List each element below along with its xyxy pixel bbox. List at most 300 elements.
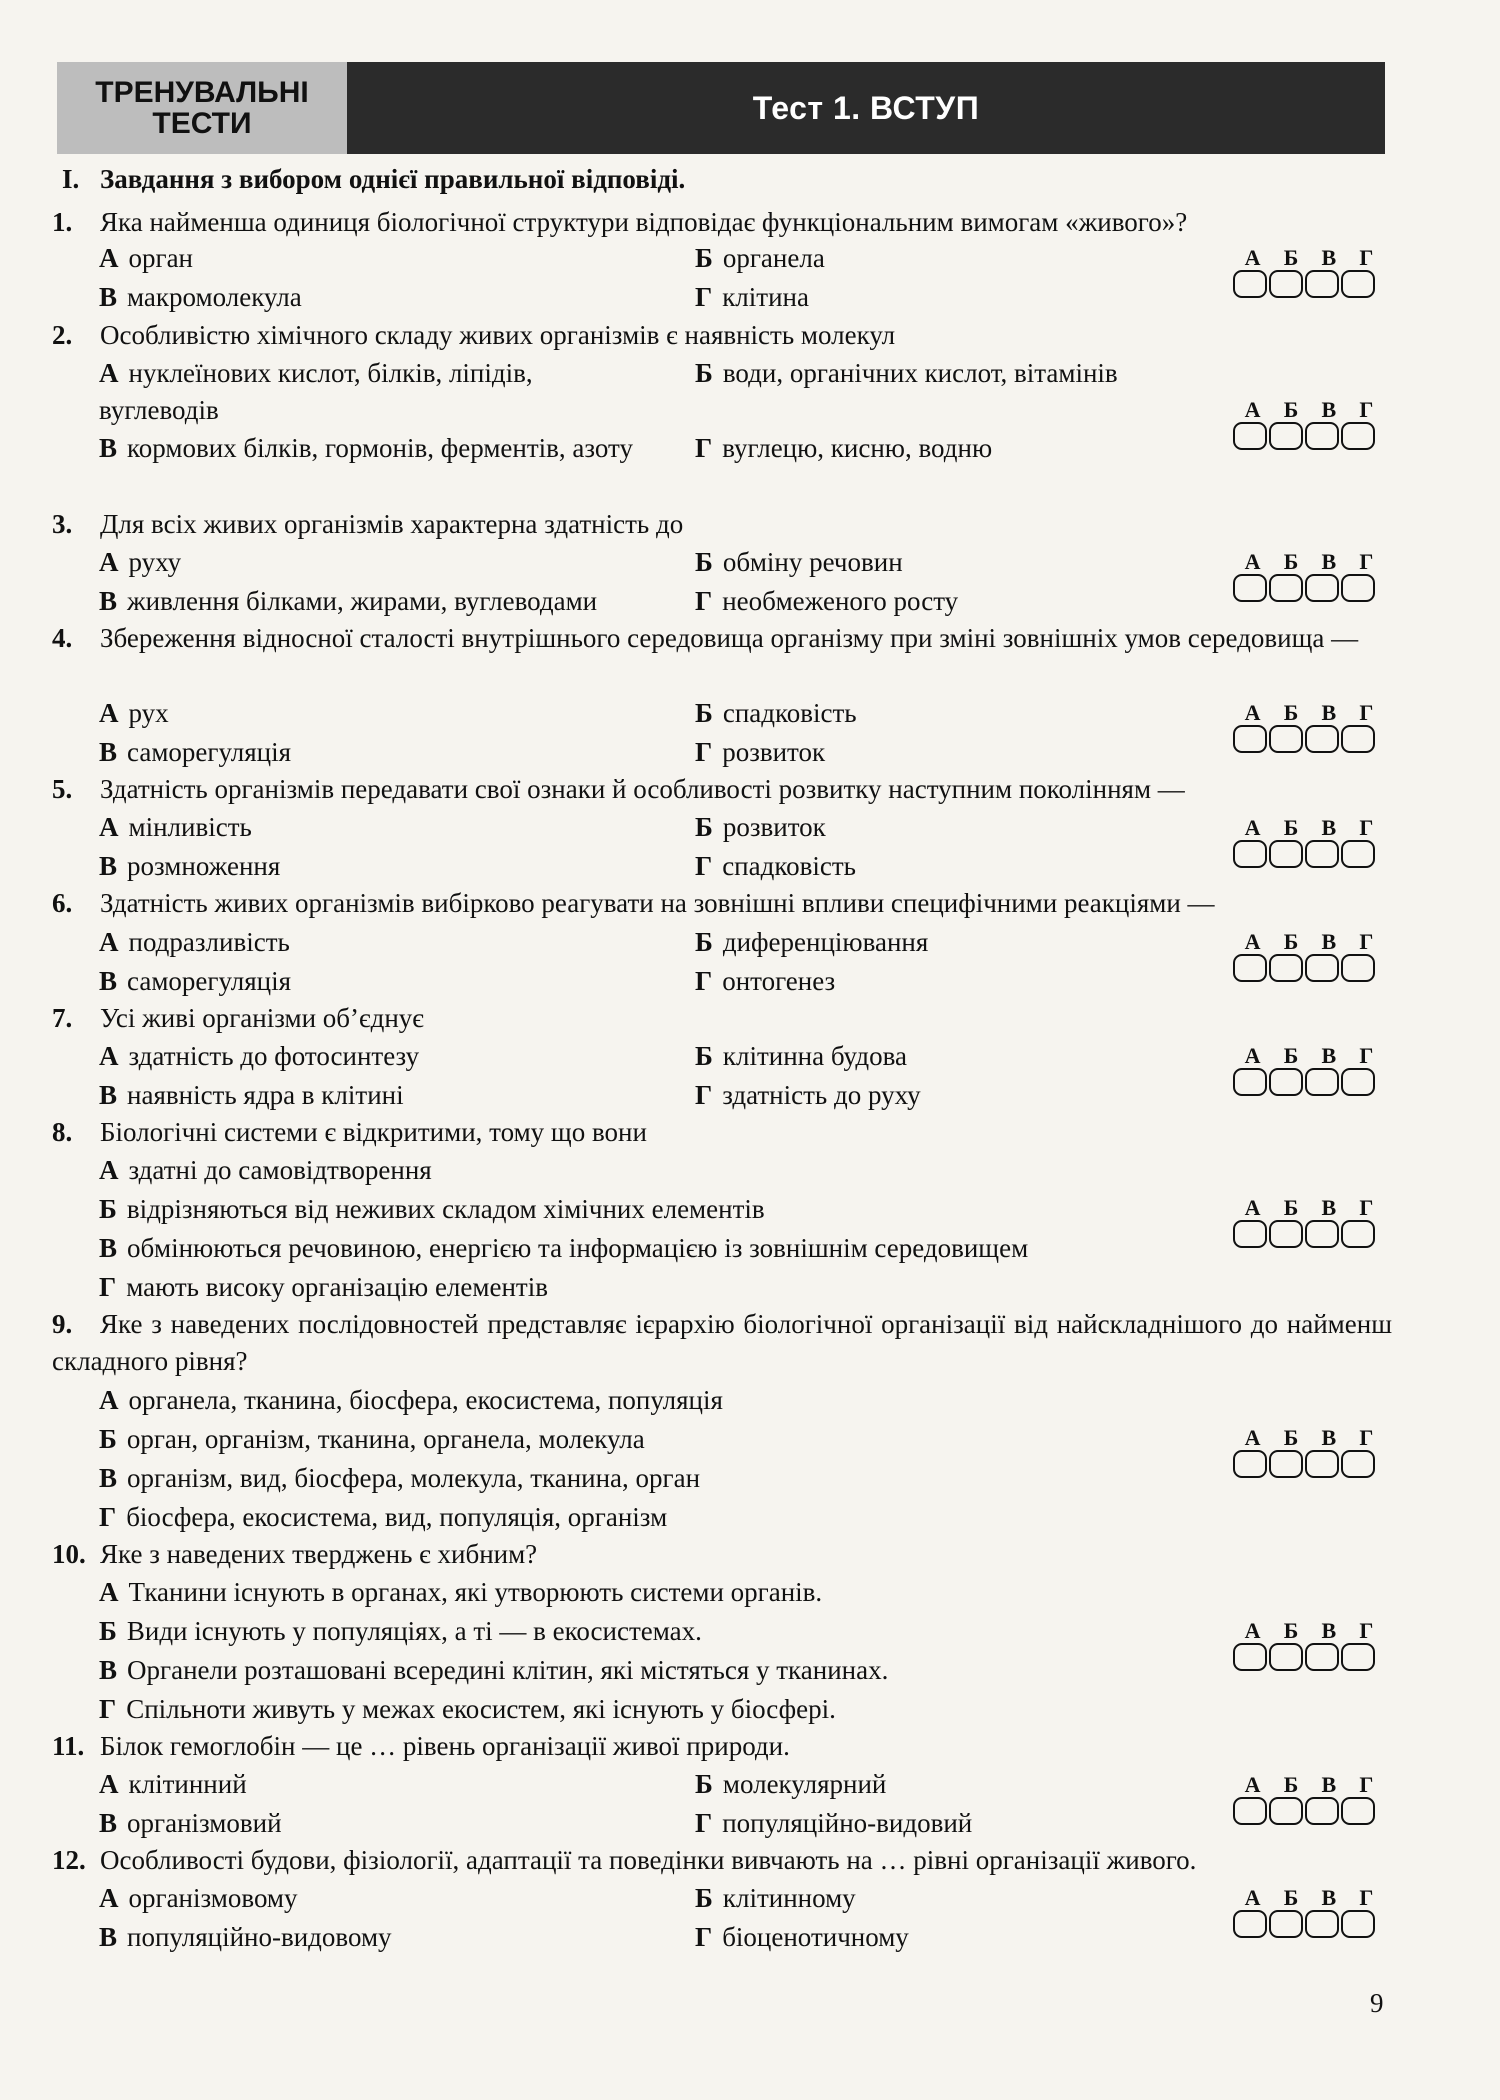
option-letter: В [99, 1922, 118, 1952]
option-letter: А [99, 243, 119, 273]
question-9-answer-grid [1233, 1425, 1385, 1478]
answer-letter: Г [1359, 549, 1374, 574]
option-letter: Г [99, 1502, 117, 1532]
answer-letters [1233, 1425, 1385, 1450]
answer-letter: В [1321, 549, 1337, 574]
question-3-option-a [99, 544, 181, 581]
option-text: подразливість [128, 927, 290, 957]
question-1-option-c [99, 279, 302, 316]
question-text: Яке з наведених послідовностей представляє ієрархію біологічної організації від найскладнішого до найменш складного рівня? [52, 1309, 1392, 1376]
answer-letters [1233, 815, 1385, 840]
answer-box-2[interactable] [1269, 270, 1303, 298]
question-4-option-d [695, 734, 825, 771]
answer-box-3[interactable] [1305, 840, 1339, 868]
answer-letter: В [1321, 1043, 1337, 1068]
answer-letter: Г [1359, 1043, 1374, 1068]
question-number: 8. [52, 1117, 73, 1147]
option-text: орган [128, 243, 194, 273]
question-11-answer-grid [1233, 1772, 1385, 1825]
answer-box-1[interactable] [1233, 725, 1267, 753]
question-text: Для всіх живих організмів характерна здатність до [100, 509, 684, 539]
option-letter: В [99, 1233, 118, 1263]
option-letter: Г [99, 1272, 117, 1302]
question-text: Яке з наведених тверджень є хибним? [100, 1539, 538, 1569]
question-9-option-b [99, 1421, 645, 1458]
answer-letter: Б [1283, 929, 1299, 954]
question-2-answer-grid [1233, 397, 1385, 450]
answer-box-4[interactable] [1341, 270, 1375, 298]
question-12-option-c [99, 1919, 392, 1956]
section-title: Завдання з вибором однієї правильної відповіді. [100, 164, 686, 194]
question-text: Здатність живих організмів вибірково реагувати на зовнішні впливи специфічними реакціями — [100, 888, 1215, 918]
question-4-option-c [99, 734, 291, 771]
option-text: саморегуляція [127, 737, 292, 767]
option-letter: Г [695, 586, 713, 616]
answer-box-1[interactable] [1233, 270, 1267, 298]
answer-letters [1233, 1043, 1385, 1068]
answer-letter: В [1321, 815, 1337, 840]
answer-boxes [1233, 1068, 1385, 1096]
question-1-stem [52, 204, 1392, 241]
question-number: 6. [52, 888, 73, 918]
question-3-stem [52, 506, 1392, 543]
question-6-answer-grid [1233, 929, 1385, 982]
question-8-option-b [99, 1191, 765, 1228]
question-6-option-a [99, 924, 290, 961]
answer-box-4[interactable] [1341, 1450, 1375, 1478]
answer-box-4[interactable] [1341, 1068, 1375, 1096]
answer-boxes [1233, 1910, 1385, 1938]
option-text: необмеженого росту [722, 586, 959, 616]
question-1-option-a [99, 240, 193, 277]
answer-box-4[interactable] [1341, 1643, 1375, 1671]
answer-letter: А [1244, 549, 1261, 574]
question-12-stem [52, 1842, 1392, 1879]
option-text: здатні до самовідтворення [128, 1155, 432, 1185]
question-9-stem [52, 1306, 1392, 1380]
answer-letter: В [1321, 700, 1337, 725]
option-text: вуглецю, кисню, водню [722, 433, 993, 463]
question-12-option-b [695, 1880, 856, 1917]
test-title: Тест 1. ВСТУП [752, 89, 980, 126]
question-9-option-d [99, 1499, 667, 1536]
option-text: органела, тканина, біосфера, екосистема, популяція [128, 1385, 723, 1415]
section-heading [62, 164, 685, 195]
option-text: Види існують у популяціях, а ті — в екосистемах. [126, 1616, 702, 1646]
option-text: молекулярний [722, 1769, 887, 1799]
answer-box-3[interactable] [1305, 1450, 1339, 1478]
question-8-option-a [99, 1152, 432, 1189]
question-text: Здатність організмів передавати свої ознаки й особливості розвитку наступним поколінням — [100, 774, 1185, 804]
answer-box-1[interactable] [1233, 954, 1267, 982]
answer-letter: В [1321, 1885, 1337, 1910]
question-number: 9. [52, 1309, 73, 1339]
answer-boxes [1233, 1450, 1385, 1478]
answer-letters [1233, 700, 1385, 725]
option-text: органела [722, 243, 825, 273]
option-letter: В [99, 1080, 118, 1110]
answer-boxes [1233, 840, 1385, 868]
question-6-stem [52, 885, 1392, 922]
option-text: макромолекула [127, 282, 302, 312]
option-text: розвиток [722, 812, 826, 842]
question-4-option-b [695, 695, 857, 732]
option-letter: Г [695, 966, 713, 996]
option-letter: Б [695, 358, 713, 388]
question-number: 11. [52, 1731, 85, 1761]
answer-letter: А [1244, 1618, 1261, 1643]
question-5-option-c [99, 848, 280, 885]
option-text: відрізняються від неживих складом хімічних елементів [126, 1194, 765, 1224]
answer-letter: А [1244, 1772, 1261, 1797]
option-letter: Б [99, 1616, 117, 1646]
option-text: біоценотичному [722, 1922, 909, 1952]
answer-letter: Б [1283, 1425, 1299, 1450]
question-3-option-d [695, 583, 958, 620]
answer-letter: Б [1283, 1043, 1299, 1068]
answer-box-4[interactable] [1341, 954, 1375, 982]
answer-box-3[interactable] [1305, 954, 1339, 982]
answer-box-1[interactable] [1233, 1220, 1267, 1248]
answer-letter: Г [1359, 1425, 1374, 1450]
question-7-stem [52, 1000, 1392, 1037]
option-text: наявність ядра в клітині [127, 1080, 404, 1110]
question-4-stem [52, 620, 1392, 657]
answer-box-2[interactable] [1269, 725, 1303, 753]
answer-box-2[interactable] [1269, 1797, 1303, 1825]
question-3-answer-grid [1233, 549, 1385, 602]
option-letter: Г [695, 433, 713, 463]
option-letter: Б [695, 1883, 713, 1913]
answer-box-3[interactable] [1305, 270, 1339, 298]
answer-letter: Г [1359, 700, 1374, 725]
option-text: руху [128, 547, 182, 577]
answer-letter: В [1321, 1772, 1337, 1797]
option-text: мінливість [128, 812, 252, 842]
answer-box-2[interactable] [1269, 422, 1303, 450]
option-letter: В [99, 1463, 118, 1493]
answer-letter: А [1244, 1425, 1261, 1450]
option-text: саморегуляція [127, 966, 292, 996]
answer-box-2[interactable] [1269, 574, 1303, 602]
answer-box-4[interactable] [1341, 840, 1375, 868]
question-10-option-b [99, 1613, 702, 1650]
question-6-option-c [99, 963, 291, 1000]
answer-letter: В [1321, 1425, 1337, 1450]
answer-box-4[interactable] [1341, 422, 1375, 450]
answer-letters [1233, 1195, 1385, 1220]
answer-box-2[interactable] [1269, 1220, 1303, 1248]
answer-box-1[interactable] [1233, 422, 1267, 450]
option-text: розмноження [127, 851, 281, 881]
question-12-option-d [695, 1919, 909, 1956]
question-9-option-c [99, 1460, 700, 1497]
answer-box-1[interactable] [1233, 574, 1267, 602]
question-5-option-d [695, 848, 856, 885]
option-letter: А [99, 927, 119, 957]
question-3-option-b [695, 544, 903, 581]
option-text: живлення білками, жирами, вуглеводами [127, 586, 598, 616]
option-letter: Г [695, 851, 713, 881]
question-2-stem [52, 317, 1392, 354]
answer-box-1[interactable] [1233, 1910, 1267, 1938]
answer-letter: А [1244, 1885, 1261, 1910]
option-letter: А [99, 1385, 119, 1415]
question-7-option-c [99, 1077, 404, 1114]
answer-box-2[interactable] [1269, 1450, 1303, 1478]
answer-boxes [1233, 574, 1385, 602]
answer-box-1[interactable] [1233, 1068, 1267, 1096]
answer-box-2[interactable] [1269, 1643, 1303, 1671]
answer-box-2[interactable] [1269, 840, 1303, 868]
answer-box-4[interactable] [1341, 1797, 1375, 1825]
question-8-option-d [99, 1269, 548, 1306]
question-2-option-c [99, 430, 639, 467]
answer-letter: Б [1283, 1772, 1299, 1797]
question-11-stem [52, 1728, 1392, 1765]
answer-box-2[interactable] [1269, 1068, 1303, 1096]
option-letter: А [99, 1883, 119, 1913]
answer-letter: Г [1359, 1885, 1374, 1910]
option-letter: Б [695, 1769, 713, 1799]
option-text: біосфера, екосистема, вид, популяція, організм [126, 1502, 668, 1532]
answer-letter: А [1244, 929, 1261, 954]
question-5-option-b [695, 809, 826, 846]
answer-box-3[interactable] [1305, 574, 1339, 602]
answer-letter: А [1244, 397, 1261, 422]
answer-letter: Г [1359, 1195, 1374, 1220]
answer-letter: В [1321, 1195, 1337, 1220]
answer-box-3[interactable] [1305, 422, 1339, 450]
option-letter: В [99, 1655, 118, 1685]
option-text: спадковість [722, 851, 856, 881]
answer-letter: А [1244, 1043, 1261, 1068]
option-text: здатність до фотосинтезу [128, 1041, 420, 1071]
question-10-option-a [99, 1574, 822, 1611]
option-letter: Г [695, 737, 713, 767]
option-text: Органели розташовані всередині клітин, які містяться у тканинах. [127, 1655, 889, 1685]
answer-letters [1233, 397, 1385, 422]
answer-letter: Б [1283, 549, 1299, 574]
option-letter: Б [695, 927, 713, 957]
answer-box-3[interactable] [1305, 1220, 1339, 1248]
answer-letters [1233, 245, 1385, 270]
answer-boxes [1233, 725, 1385, 753]
option-letter: А [99, 812, 119, 842]
option-text: онтогенез [722, 966, 836, 996]
option-letter: В [99, 433, 118, 463]
answer-box-1[interactable] [1233, 1643, 1267, 1671]
answer-letter: Г [1359, 245, 1374, 270]
question-10-answer-grid [1233, 1618, 1385, 1671]
answer-box-4[interactable] [1341, 1220, 1375, 1248]
answer-letter: А [1244, 700, 1261, 725]
option-text: популяційно-видовому [127, 1922, 392, 1952]
option-text: організмовому [128, 1883, 298, 1913]
answer-boxes [1233, 1643, 1385, 1671]
question-12-answer-grid [1233, 1885, 1385, 1938]
option-letter: А [99, 1155, 119, 1185]
question-10-option-c [99, 1652, 888, 1689]
answer-letter: Г [1359, 929, 1374, 954]
answer-letters [1233, 1772, 1385, 1797]
answer-boxes [1233, 954, 1385, 982]
answer-box-3[interactable] [1305, 1068, 1339, 1096]
question-7-option-a [99, 1038, 419, 1075]
answer-box-3[interactable] [1305, 1910, 1339, 1938]
option-text: кормових білків, гормонів, ферментів, азоту [127, 433, 633, 463]
option-letter: В [99, 851, 118, 881]
header-label-line2: ТЕСТИ [152, 107, 252, 140]
question-8-option-c [99, 1230, 1028, 1267]
option-letter: А [99, 547, 119, 577]
option-text: розвиток [722, 737, 826, 767]
option-letter: Б [695, 812, 713, 842]
question-7-answer-grid [1233, 1043, 1385, 1096]
option-letter: Г [695, 1808, 713, 1838]
option-text: рух [128, 698, 169, 728]
option-letter: Б [99, 1424, 117, 1454]
answer-letters [1233, 929, 1385, 954]
answer-letter: В [1321, 245, 1337, 270]
answer-box-3[interactable] [1305, 1797, 1339, 1825]
option-text: клітинний [128, 1769, 247, 1799]
answer-box-1[interactable] [1233, 840, 1267, 868]
option-letter: В [99, 586, 118, 616]
question-2-option-d [695, 430, 992, 467]
question-7-option-b [695, 1038, 907, 1075]
answer-letter: В [1321, 929, 1337, 954]
question-text: Біологічні системи є відкритими, тому що вони [100, 1117, 647, 1147]
question-text: Білок гемоглобін — це … рівень організації живої природи. [100, 1731, 790, 1761]
question-number: 12. [52, 1845, 86, 1875]
option-text: клітинна будова [722, 1041, 907, 1071]
option-letter: Г [695, 1080, 713, 1110]
question-number: 10. [52, 1539, 86, 1569]
question-text: Яка найменша одиниця біологічної структури відповідає функціональним вимогам «живого»? [100, 207, 1188, 237]
question-text: Збереження відносної сталості внутрішнього середовища організму при зміні зовнішніх умов середовища — [100, 623, 1359, 653]
question-5-answer-grid [1233, 815, 1385, 868]
question-12-option-a [99, 1880, 298, 1917]
answer-box-2[interactable] [1269, 1910, 1303, 1938]
answer-letters [1233, 1618, 1385, 1643]
answer-letter: А [1244, 815, 1261, 840]
question-2-option-b [695, 355, 1118, 392]
answer-letter: А [1244, 245, 1261, 270]
question-text: Особливістю хімічного складу живих організмів є наявність молекул [100, 320, 896, 350]
answer-boxes [1233, 270, 1385, 298]
question-1-option-d [695, 279, 809, 316]
option-text: організм, вид, біосфера, молекула, тканина, орган [127, 1463, 701, 1493]
header-label-line1: ТРЕНУВАЛЬНІ [95, 76, 309, 109]
option-letter: А [99, 358, 119, 388]
option-text: клітинному [722, 1883, 856, 1913]
question-text: Особливості будови, фізіології, адаптації та поведінки вивчають на … рівні організації живого. [100, 1845, 1197, 1875]
option-text: здатність до руху [722, 1080, 921, 1110]
answer-letter: Б [1283, 1885, 1299, 1910]
question-3-option-c [99, 583, 597, 620]
option-letter: А [99, 1769, 119, 1799]
answer-letter: Б [1283, 1618, 1299, 1643]
option-letter: Г [695, 1922, 713, 1952]
option-letter: Б [695, 547, 713, 577]
option-letter: В [99, 282, 118, 312]
answer-boxes [1233, 1220, 1385, 1248]
question-2-option-a [99, 355, 639, 429]
option-letter: Б [99, 1194, 117, 1224]
question-1-answer-grid [1233, 245, 1385, 298]
answer-box-1[interactable] [1233, 1797, 1267, 1825]
question-number: 2. [52, 320, 73, 350]
question-11-option-d [695, 1805, 972, 1842]
option-letter: Г [695, 282, 713, 312]
question-11-option-a [99, 1766, 247, 1803]
answer-letter: В [1321, 1618, 1337, 1643]
option-letter: В [99, 966, 118, 996]
answer-box-4[interactable] [1341, 725, 1375, 753]
answer-box-3[interactable] [1305, 1643, 1339, 1671]
answer-box-4[interactable] [1341, 1910, 1375, 1938]
answer-letters [1233, 1885, 1385, 1910]
question-9-option-a [99, 1382, 723, 1419]
question-5-stem [52, 771, 1392, 808]
answer-box-4[interactable] [1341, 574, 1375, 602]
answer-letter: Г [1359, 1772, 1374, 1797]
answer-letter: Г [1359, 397, 1374, 422]
answer-boxes [1233, 1797, 1385, 1825]
answer-letter: Г [1359, 815, 1374, 840]
answer-box-1[interactable] [1233, 1450, 1267, 1478]
answer-letter: Г [1359, 1618, 1374, 1643]
section-number: I. [62, 164, 80, 194]
option-text: організмовий [127, 1808, 282, 1838]
question-11-option-c [99, 1805, 282, 1842]
page-number: 9 [1370, 1988, 1384, 2018]
option-letter: А [99, 1577, 119, 1607]
answer-letter: В [1321, 397, 1337, 422]
answer-letter: Б [1283, 700, 1299, 725]
header-label [57, 62, 347, 154]
question-10-stem [52, 1536, 1392, 1573]
option-text: нуклеїнових кислот, білків, ліпідів, вуглеводів [99, 358, 533, 425]
question-number: 5. [52, 774, 73, 804]
option-letter: Г [99, 1694, 117, 1724]
question-1-option-b [695, 240, 825, 277]
answer-box-2[interactable] [1269, 954, 1303, 982]
option-letter: Б [695, 243, 713, 273]
option-text: води, органічних кислот, вітамінів [722, 358, 1118, 388]
answer-boxes [1233, 422, 1385, 450]
option-text: мають високу організацію елементів [126, 1272, 548, 1302]
option-text: популяційно-видовий [722, 1808, 973, 1838]
option-text: орган, організм, тканина, органела, молекула [126, 1424, 645, 1454]
question-number: 7. [52, 1003, 73, 1033]
answer-box-3[interactable] [1305, 725, 1339, 753]
answer-letter: А [1244, 1195, 1261, 1220]
question-6-option-b [695, 924, 928, 961]
option-text: обмінюються речовиною, енергією та інформацією із зовнішнім середовищем [127, 1233, 1029, 1263]
option-text: клітина [722, 282, 809, 312]
option-letter: Б [695, 698, 713, 728]
answer-letters [1233, 549, 1385, 574]
question-10-option-d [99, 1691, 836, 1728]
option-letter: Б [695, 1041, 713, 1071]
option-letter: В [99, 737, 118, 767]
question-11-option-b [695, 1766, 886, 1803]
question-number: 4. [52, 623, 73, 653]
question-number: 3. [52, 509, 73, 539]
answer-letter: Б [1283, 245, 1299, 270]
